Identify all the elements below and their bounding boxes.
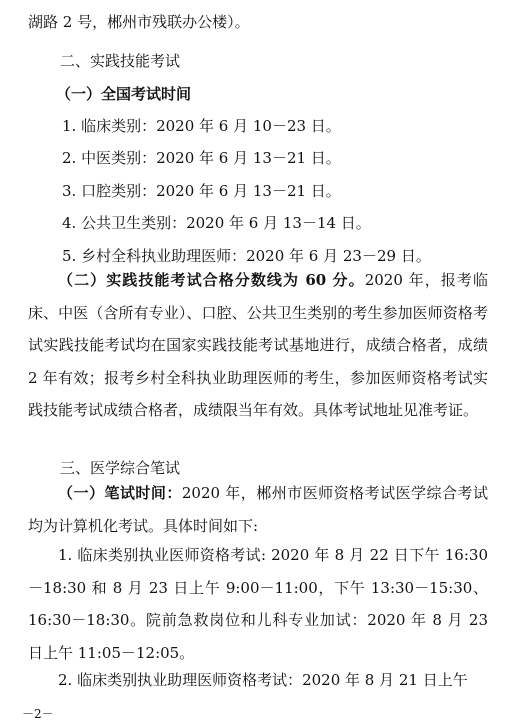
list-item-tcm: 2. 中医类别：2020 年 6 月 13－21 日。 bbox=[62, 149, 341, 167]
list-item-rural-general: 5. 乡村全科执业助理医师：2020 年 6 月 23－29 日。 bbox=[62, 247, 431, 265]
page-number: －2－ bbox=[22, 707, 54, 721]
continued-address-text: 湖路 2 号，郴州市残联办公楼）。 bbox=[28, 13, 250, 31]
paragraph-clinical-assistant-schedule: 2. 临床类别执业助理医师资格考试：2020 年 8 月 21 日上午 bbox=[58, 671, 468, 689]
paragraph-written-exam-time bbox=[28, 477, 488, 542]
paragraph-passing-score bbox=[28, 264, 488, 427]
paragraph-clinical-practitioner-schedule: 1. 临床类别执业医师资格考试: 2020 年 8 月 22 日下午 16:30－18:30 和 8 月 23 日上午 9:00－11:00，下午 13:30－15:30、16:30－18:30。院前急救岗位和儿科专业加试：2020 年 8 月 23 日上午 11:05－12:05。 bbox=[28, 546, 488, 662]
section-heading-practical-exam: 二、实践技能考试 bbox=[60, 52, 181, 70]
list-item-dental: 3. 口腔类别：2020 年 6 月 13－21 日。 bbox=[62, 182, 341, 200]
list-item-clinical: 1. 临床类别：2020 年 6 月 10－23 日。 bbox=[62, 117, 341, 135]
written-exam-time-lead: （一）笔试时间： bbox=[58, 484, 182, 502]
section-heading-written-exam: 三、医学综合笔试 bbox=[60, 459, 181, 477]
subheading-national-exam-time: （一）全国考试时间 bbox=[56, 85, 192, 103]
written-exam-time-body: 2020 年，郴州市医师资格考试医学综合考试均为计算机化考试。具体时间如下: bbox=[28, 484, 488, 535]
list-item-public-health: 4. 公共卫生类别：2020 年 6 月 13－14 日。 bbox=[62, 214, 371, 232]
passing-score-body: 2020 年，报考临床、中医（含所有专业）、口腔、公共卫生类别的考生参加医师资格考试实践技能考试均在国家实践技能考试基地进行，成绩合格者，成绩 2 年有效；报考乡村全科执业助理医师的考生，参加医师资格考试实践技能考试成绩合格者，成绩限当年有效。具体考试地址见准考证。 bbox=[28, 271, 488, 419]
passing-score-lead: （二）实践技能考试合格分数线为 60 分。 bbox=[58, 271, 365, 289]
